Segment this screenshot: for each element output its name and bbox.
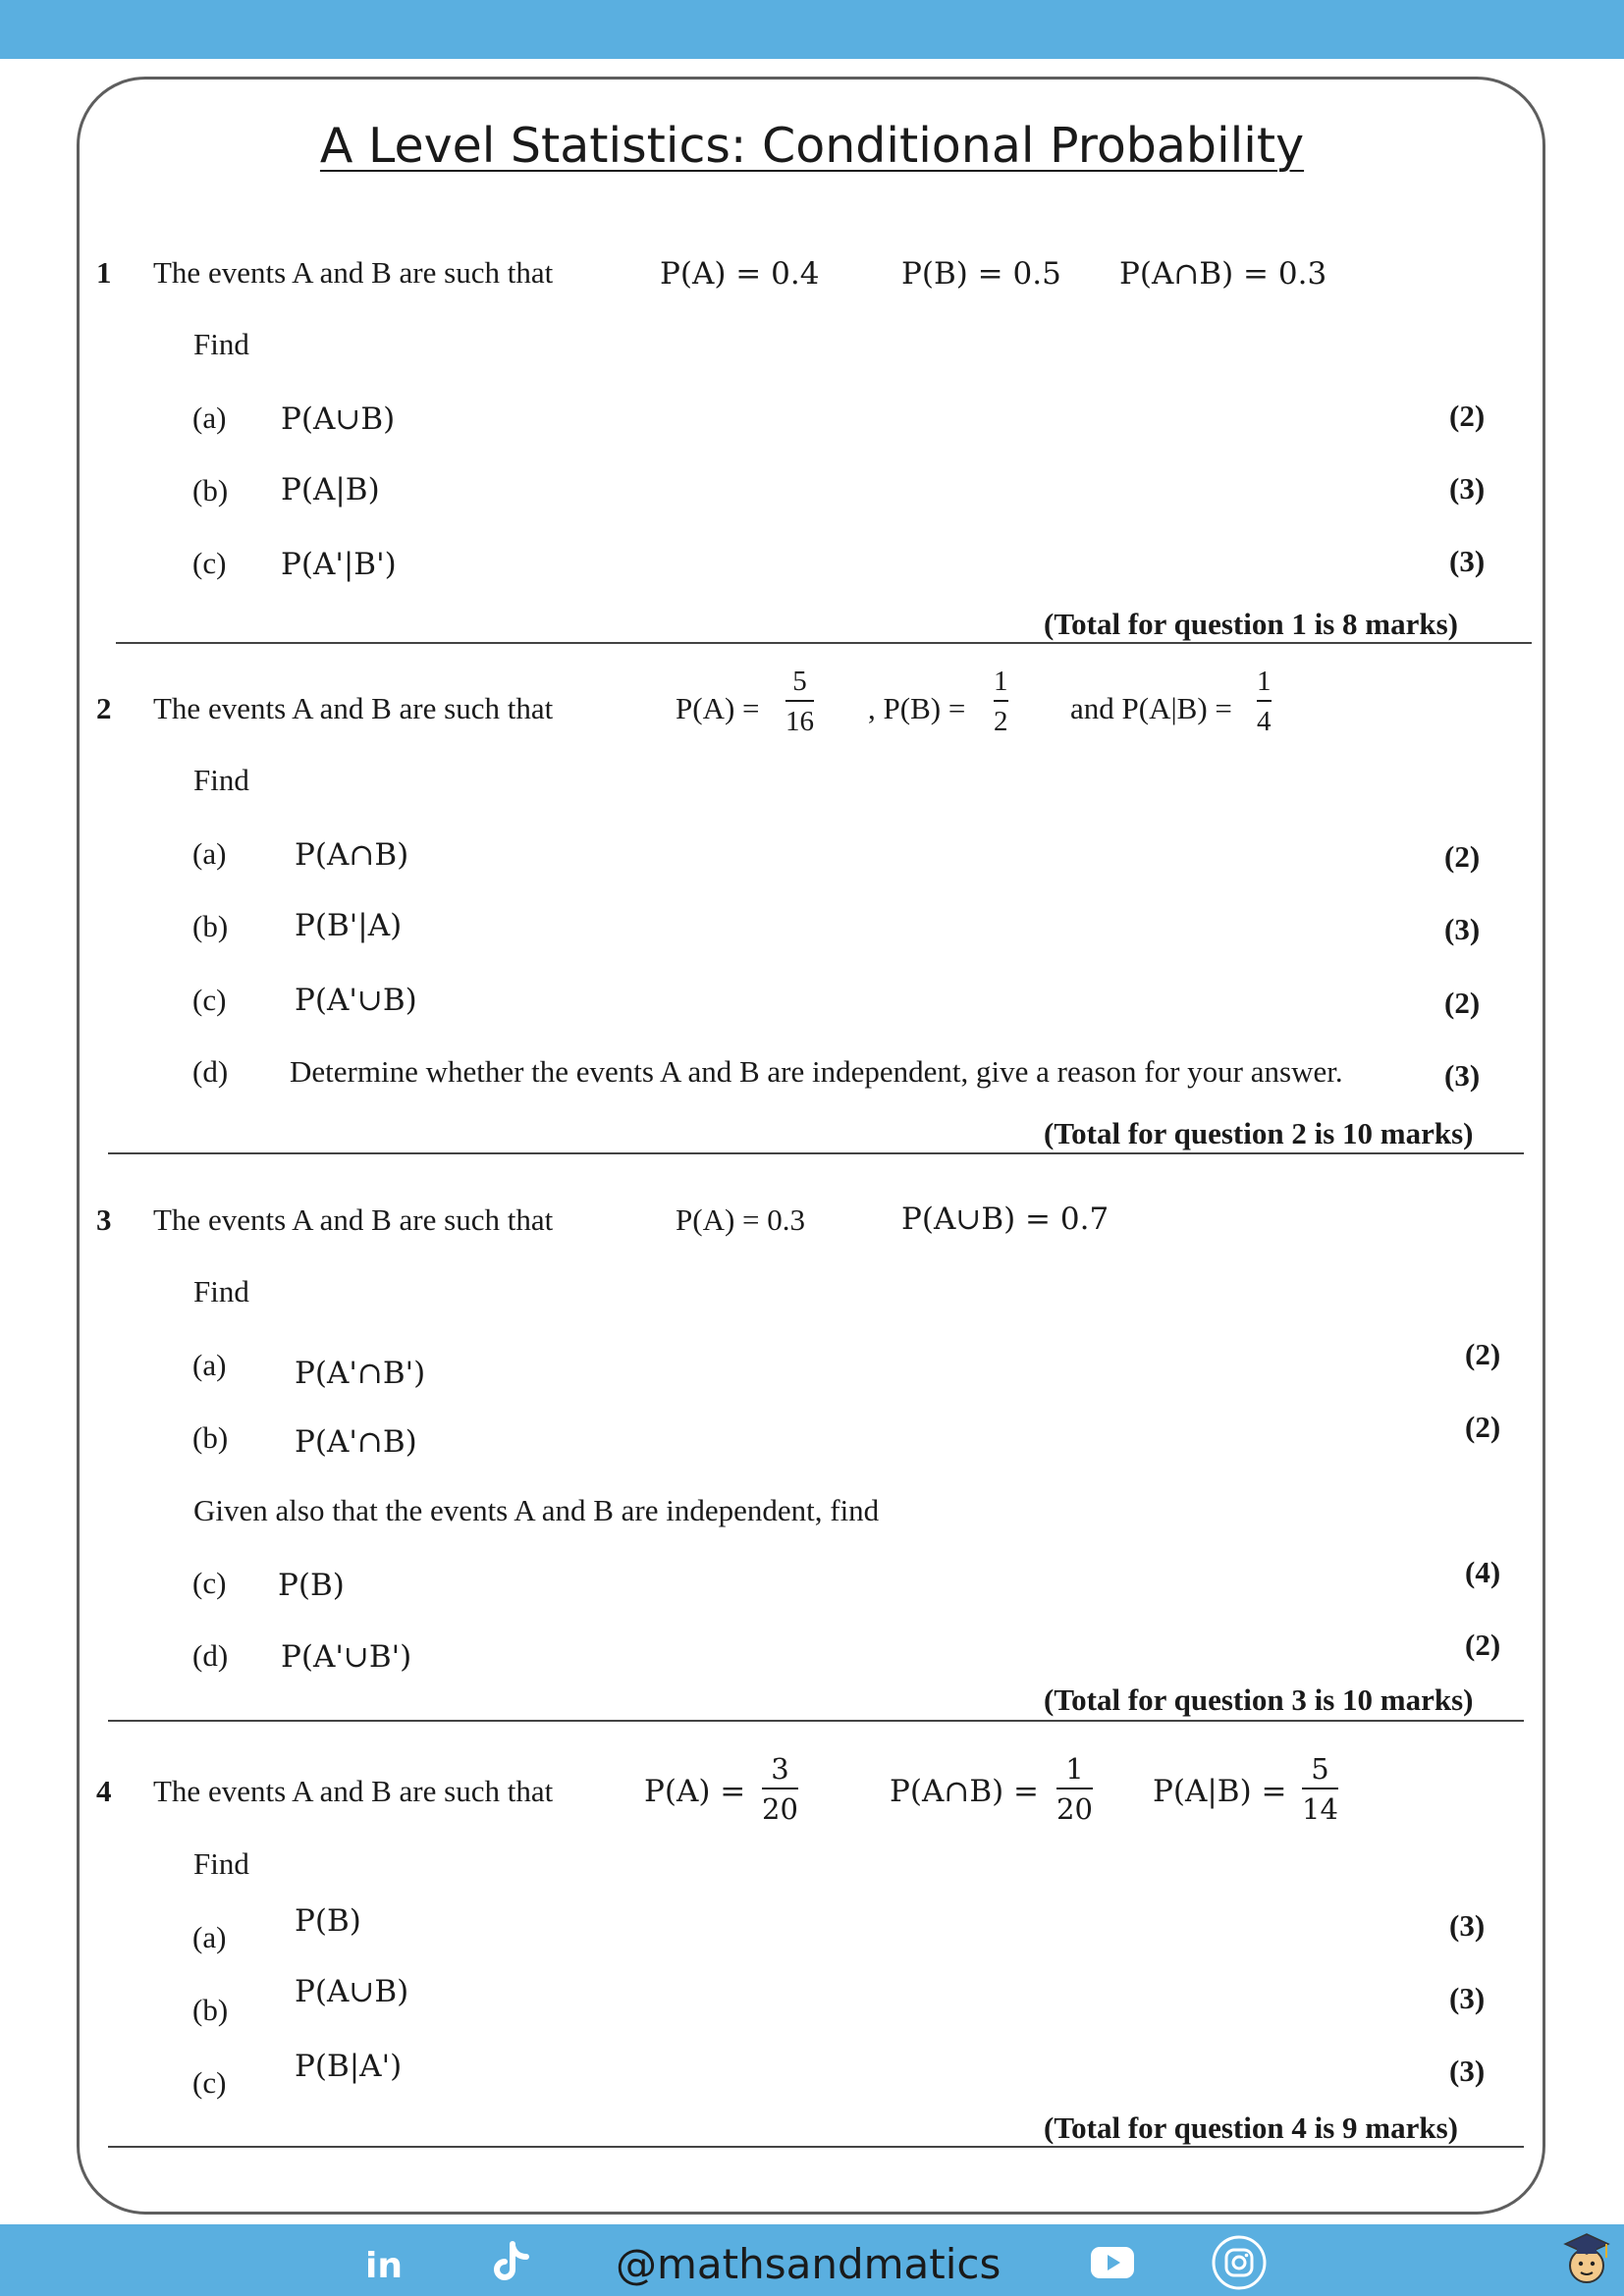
mascot-icon [1559, 2226, 1614, 2291]
q3-part-a-expr: P(A'∩B') [295, 1356, 426, 1391]
social-handle[interactable]: @mathsandmatics [616, 2240, 1001, 2288]
q4-divider [108, 2146, 1524, 2148]
q2-part-d-text: Determine whether the events A and B are independent, give a reason for your answer. [290, 1054, 1343, 1089]
q4-pab-denominator: 20 [1056, 1792, 1093, 1826]
q4-pa-denominator: 20 [762, 1792, 798, 1826]
q3-part-d-marks: (2) [1465, 1628, 1501, 1662]
q2-pab-fraction [1257, 667, 1272, 736]
q1-part-b-label: (b) [192, 473, 229, 507]
q4-part-b-label: (b) [192, 1993, 229, 2027]
q4-total: (Total for question 4 is 9 marks) [1044, 2110, 1458, 2145]
q3-part-b-label: (b) [192, 1420, 229, 1455]
question-3-number: 3 [96, 1202, 112, 1237]
youtube-icon[interactable] [1090, 2246, 1135, 2279]
q4-pagb-label: P(A|B) = [1153, 1774, 1287, 1809]
q2-part-a-expr: P(A∩B) [295, 837, 409, 873]
q2-pab-denominator: 4 [1257, 706, 1272, 737]
question-2-stem: The events A and B are such that [153, 691, 554, 725]
q1-part-c-label: (c) [192, 546, 227, 580]
question-1-given-pa: P(A) = 0.4 [660, 256, 820, 292]
question-2-number: 2 [96, 691, 112, 725]
q2-part-c-label: (c) [192, 983, 227, 1017]
q4-pab-label: P(A∩B) = [890, 1774, 1040, 1809]
q1-divider [116, 642, 1532, 644]
q2-part-a-label: (a) [192, 836, 227, 871]
tiktok-icon[interactable] [485, 2238, 534, 2287]
q2-pa-numerator: 5 [792, 666, 807, 697]
q2-part-b-expr: P(B'|A) [295, 908, 403, 943]
q1-part-b-marks: (3) [1449, 471, 1486, 506]
q4-pagb-denominator: 14 [1302, 1792, 1338, 1826]
q3-part-d-label: (d) [192, 1638, 229, 1673]
q3-part-b-expr: P(A'∩B) [295, 1424, 417, 1460]
question-4-number: 4 [96, 1774, 112, 1808]
q2-pab-numerator: 1 [1257, 666, 1272, 697]
q2-divider [108, 1152, 1524, 1154]
q4-pagb-numerator: 5 [1311, 1752, 1329, 1786]
q1-part-c-marks: (3) [1449, 544, 1486, 578]
q2-pa-label: P(A) = [676, 691, 760, 725]
q3-part-c-label: (c) [192, 1566, 227, 1600]
q1-part-a-marks: (2) [1449, 399, 1486, 433]
q4-part-b-expr: P(A∪B) [295, 1974, 409, 2009]
q4-pa-fraction [762, 1752, 798, 1826]
q3-part-b-marks: (2) [1465, 1410, 1501, 1444]
q4-part-c-label: (c) [192, 2065, 227, 2100]
q4-part-a-label: (a) [192, 1920, 227, 1954]
q2-pb-fraction [994, 667, 1008, 736]
q4-pa-numerator: 3 [771, 1752, 789, 1786]
q2-part-a-marks: (2) [1444, 839, 1481, 874]
question-1-find: Find [193, 327, 249, 361]
q1-part-a-expr: P(A∪B) [281, 401, 396, 437]
q2-total: (Total for question 2 is 10 marks) [1044, 1116, 1474, 1150]
q2-part-d-marks: (3) [1444, 1058, 1481, 1093]
question-3-find: Find [193, 1274, 249, 1308]
q1-part-c-expr: P(A'|B') [281, 547, 397, 582]
question-1-stem: The events A and B are such that [153, 255, 554, 290]
question-1-given-pab: P(A∩B) = 0.3 [1119, 256, 1327, 292]
q1-total: (Total for question 1 is 8 marks) [1044, 607, 1458, 641]
q4-pab-numerator: 1 [1065, 1752, 1084, 1786]
q2-part-c-marks: (2) [1444, 986, 1481, 1020]
q4-part-c-expr: P(B|A') [295, 2049, 403, 2084]
q3-part-c-marks: (4) [1465, 1555, 1501, 1589]
q2-pa-fraction [785, 667, 814, 736]
q4-part-a-marks: (3) [1449, 1908, 1486, 1943]
q3-part-a-marks: (2) [1465, 1337, 1501, 1371]
q2-pb-numerator: 1 [994, 666, 1008, 697]
q4-part-a-expr: P(B) [295, 1903, 361, 1939]
page-title: A Level Statistics: Conditional Probability [319, 118, 1305, 174]
q2-pb-denominator: 2 [994, 706, 1008, 737]
question-4-find: Find [193, 1846, 249, 1881]
q2-part-b-marks: (3) [1444, 912, 1481, 946]
q4-pagb-fraction [1302, 1752, 1338, 1826]
q2-pb-label: , P(B) = [868, 691, 966, 725]
question-4-stem: The events A and B are such that [153, 1774, 554, 1808]
instagram-icon[interactable] [1212, 2235, 1267, 2290]
q4-pa-label: P(A) = [644, 1774, 746, 1809]
question-3-stem: The events A and B are such that [153, 1202, 554, 1237]
q4-part-c-marks: (3) [1449, 2054, 1486, 2088]
q2-part-d-label: (d) [192, 1054, 229, 1089]
q2-pa-denominator: 16 [785, 706, 814, 737]
question-3-given-paub: P(A∪B) = 0.7 [901, 1201, 1110, 1237]
q3-divider [108, 1720, 1524, 1722]
question-1-number: 1 [96, 255, 112, 290]
q2-part-b-label: (b) [192, 909, 229, 943]
q4-part-b-marks: (3) [1449, 1981, 1486, 2015]
q1-part-a-label: (a) [192, 400, 227, 435]
q3-part-c-expr: P(B) [278, 1568, 345, 1603]
question-2-find: Find [193, 763, 249, 797]
top-color-band [0, 0, 1624, 59]
q2-pab-label: and P(A|B) = [1070, 691, 1232, 725]
q2-part-c-expr: P(A'∪B) [295, 983, 417, 1018]
q3-total: (Total for question 3 is 10 marks) [1044, 1682, 1474, 1717]
q3-given-also: Given also that the events A and B are independent, find [193, 1493, 880, 1527]
linkedin-icon[interactable]: in [365, 2246, 403, 2286]
q1-part-b-expr: P(A|B) [281, 472, 380, 507]
q3-part-d-expr: P(A'∪B') [281, 1639, 412, 1675]
question-1-given-pb: P(B) = 0.5 [901, 256, 1061, 292]
q4-pab-fraction [1056, 1752, 1093, 1826]
q3-part-a-label: (a) [192, 1348, 227, 1382]
question-3-given-pa: P(A) = 0.3 [676, 1202, 806, 1237]
